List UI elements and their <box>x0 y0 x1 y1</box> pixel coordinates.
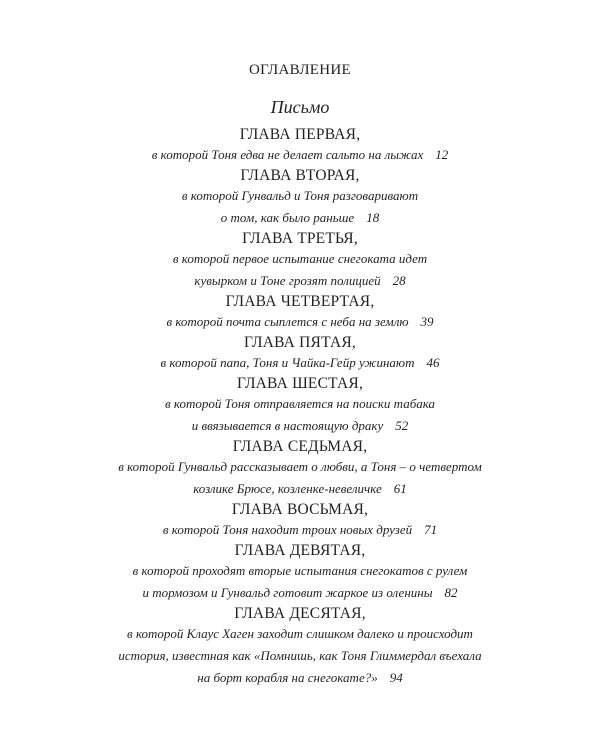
chapter-page-number: 12 <box>435 147 449 162</box>
chapter-description-text: в которой папа, Тоня и Чайка-Гейр ужинают <box>160 355 415 370</box>
chapter-entry <box>0 292 600 333</box>
chapter-title: ГЛАВА ВОСЬМАЯ, <box>231 501 369 518</box>
chapter-title: ГЛАВА ДЕСЯТАЯ, <box>234 605 366 622</box>
chapter-description-text: в которой Гунвальд рассказывает о любви, а Тоня – о четвертом <box>118 459 482 474</box>
chapter-page-number: 18 <box>366 210 380 225</box>
chapter-description-line <box>0 393 600 415</box>
chapter-description-text: в которой первое испытание снегоката идет <box>172 251 428 266</box>
chapter-title: ГЛАВА ПЕРВАЯ, <box>239 126 361 143</box>
chapter-description-line <box>0 560 600 582</box>
chapter-entry <box>0 604 600 689</box>
chapter-title: ГЛАВА ПЯТАЯ, <box>244 334 356 351</box>
chapter-title: ГЛАВА ДЕВЯТАЯ, <box>234 542 366 559</box>
chapter-description-line <box>0 207 600 229</box>
chapter-entry <box>0 166 600 229</box>
chapter-description-text: в которой Гунвальд и Тоня разговаривают <box>181 188 419 203</box>
chapter-title: ГЛАВА ВТОРАЯ, <box>240 167 360 184</box>
chapter-description-text: в которой Тоня едва не делает сальто на лыжах <box>151 147 424 162</box>
chapter-description-text: в которой проходят вторые испытания снегокатов с рулем <box>132 563 468 578</box>
chapter-description-line <box>0 415 600 437</box>
toc-heading: ОГЛАВЛЕНИЕ <box>249 62 351 78</box>
chapter-description-line <box>0 582 600 604</box>
chapter-description-line <box>0 478 600 500</box>
chapter-page-number: 52 <box>395 418 409 433</box>
part-title: Письмо <box>270 97 330 117</box>
chapter-description-line <box>0 144 600 166</box>
chapter-entry <box>0 500 600 541</box>
chapter-page-number: 61 <box>393 481 407 496</box>
chapter-description-line <box>0 645 600 667</box>
chapter-entry <box>0 374 600 437</box>
chapter-description-text: о том, как было раньше <box>220 210 355 225</box>
chapter-description-text: в которой почта сыплется с неба на землю <box>166 314 409 329</box>
chapter-description-text: история, известная как «Помнишь, как Тоня Глиммердал въехала <box>118 648 482 663</box>
chapter-description-line <box>0 519 600 541</box>
chapter-description-line <box>0 456 600 478</box>
chapter-entry <box>0 437 600 500</box>
chapter-page-number: 28 <box>392 273 406 288</box>
chapter-description-text: на борт корабля на снегокате?» <box>197 670 378 685</box>
chapter-description-text: в которой Тоня отправляется на поиски табака <box>164 396 436 411</box>
chapter-entry <box>0 125 600 166</box>
chapter-title: ГЛАВА ЧЕТВЕРТАЯ, <box>225 293 375 310</box>
chapter-description-line <box>0 248 600 270</box>
chapter-description-line <box>0 185 600 207</box>
chapter-entry <box>0 229 600 292</box>
chapter-page-number: 71 <box>424 522 438 537</box>
chapter-description-text: и тормозом и Гунвальд готовит жаркое из оленины <box>142 585 433 600</box>
chapter-description-text: и ввязывается в настоящую драку <box>191 418 384 433</box>
chapter-description-line <box>0 270 600 292</box>
chapter-entry <box>0 541 600 604</box>
chapter-entry <box>0 333 600 374</box>
chapter-page-number: 39 <box>420 314 434 329</box>
chapter-description-line <box>0 311 600 333</box>
chapter-description-line <box>0 352 600 374</box>
chapter-page-number: 46 <box>426 355 440 370</box>
chapter-list <box>0 125 600 689</box>
chapter-title: ГЛАВА СЕДЬМАЯ, <box>232 438 368 455</box>
chapter-description-text: в которой Тоня находит троих новых друзей <box>162 522 413 537</box>
chapter-page-number: 82 <box>444 585 458 600</box>
chapter-description-line <box>0 623 600 645</box>
chapter-title: ГЛАВА ШЕСТАЯ, <box>236 375 364 392</box>
chapter-description-text: козлике Брюсе, козленке-невеличке <box>193 481 382 496</box>
chapter-description-text: кувырком и Тоне грозят полицией <box>194 273 381 288</box>
chapter-title: ГЛАВА ТРЕТЬЯ, <box>242 230 358 247</box>
chapter-description-line <box>0 667 600 689</box>
chapter-description-text: в которой Клаус Хаген заходит слишком далеко и происходит <box>127 626 473 641</box>
chapter-page-number: 94 <box>389 670 403 685</box>
